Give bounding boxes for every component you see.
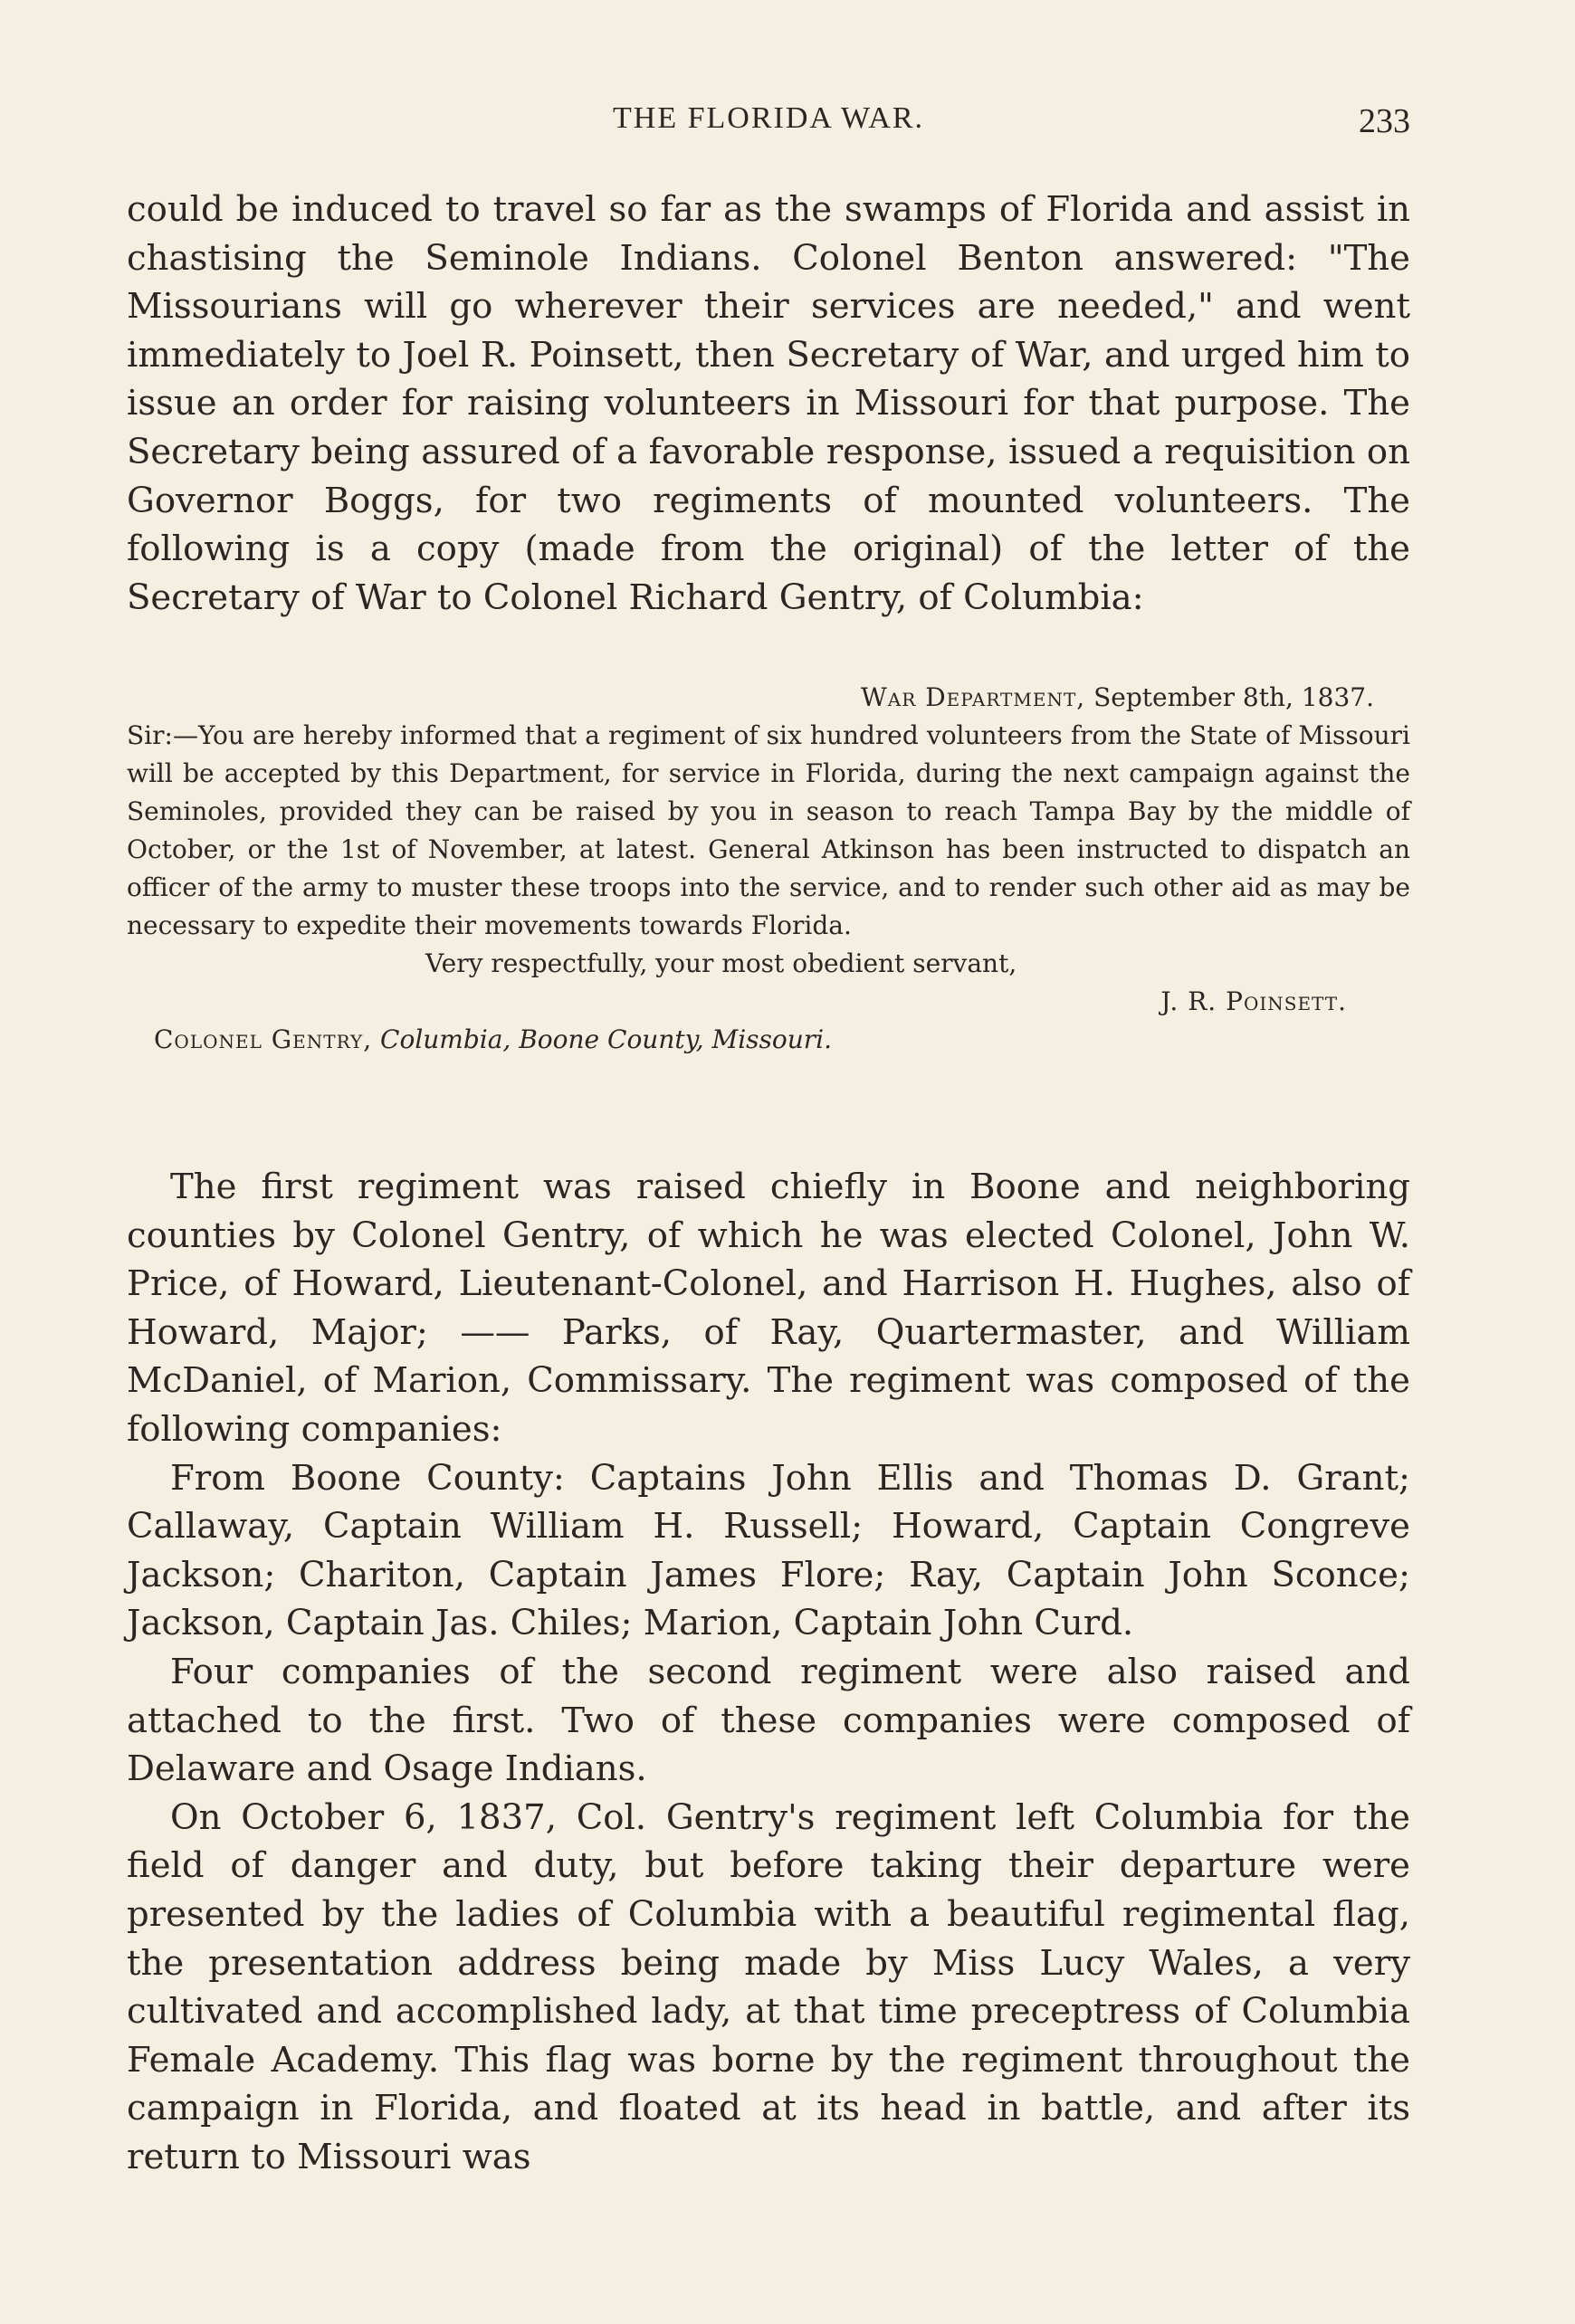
paragraph-companies: From Boone County: Captains John Ellis and Thomas D. Grant; Callaway, Captain William H. Russell; Howard, Captain Congreve Jackson; Chariton, Captain James Flore; Ray, Captain John Sconce; Jackson, Captain Jas. Chiles; Marion, Captain John Curd. bbox=[127, 1457, 1410, 1644]
quoted-letter bbox=[127, 679, 1410, 1059]
letter-closing: Very respectfully, your most obedient servant, bbox=[425, 948, 1017, 978]
letter-address bbox=[127, 1021, 1410, 1059]
letter-dateline bbox=[127, 679, 1410, 717]
page-header bbox=[127, 101, 1410, 147]
paragraph-second-regiment: Four companies of the second regiment were also raised and attached to the first. Two of these companies were composed of Delaware and Osage Indians. bbox=[127, 1651, 1410, 1790]
letter-address-place: Columbia, Boone County, Missouri. bbox=[372, 1024, 833, 1054]
letter-date: September 8th, 1837. bbox=[1085, 682, 1374, 712]
letter-body: Sir:—You are hereby informed that a regiment of six hundred volunteers from the State of Missouri will be accepted by this Department, for service in Florida, during the next campaign against the Seminoles, provided they can be raised by you in season to reach Tampa Bay by the middle of October, or the 1st of November, at latest. General Atkinson has been instructed to dispatch an officer of the army to muster these troops into the service, and to render such other aid as may be necessary to expedite their movements towards Florida. bbox=[127, 720, 1410, 940]
letter-department: War Department, bbox=[861, 682, 1086, 712]
letter-address-name: Colonel Gentry, bbox=[154, 1024, 373, 1054]
paragraph-regiment: The first regiment was raised chiefly in Boone and neighboring counties by Colonel Gentry, of which he was elected Colonel, John W. Price, of Howard, Lieutenant-Colonel, and Harrison H. Hughes, also of Howard, Major; —— Parks, of Ray, Quartermaster, and William McDaniel, of Marion, Commissary. The regiment was composed of the following companies: bbox=[127, 1167, 1410, 1450]
page-number: 233 bbox=[1359, 102, 1410, 140]
letter-signature: J. R. Poinsett. bbox=[1160, 986, 1347, 1016]
running-title: THE FLORIDA WAR. bbox=[613, 101, 924, 135]
paragraph-departure: On October 6, 1837, Col. Gentry's regiment left Columbia for the field of danger and duty, but before taking their departure were presented by the ladies of Columbia with a beautiful regimental flag, the presentation address being made by Miss Lucy Wales, a very cultivated and accomplished lady, at that time preceptress of Columbia Female Academy. This flag was borne by the regiment throughout the campaign in Florida, and floated at its head in battle, and after its return to Missouri was bbox=[127, 1796, 1410, 2177]
intro-section bbox=[127, 186, 1410, 622]
intro-paragraph: could be induced to travel so far as the swamps of Florida and assist in chastising the Seminole Indians. Colonel Benton answered: "The Missourians will go wherever their services are needed," and went immediately to Joel R. Poinsett, then Secretary of War, and urged him to issue an order for raising volunteers in Missouri for that purpose. The Secretary being assured of a favorable response, issued a requisition on Governor Boggs, for two regiments of mounted volunteers. The following is a copy (made from the original) of the letter of the Secretary of War to Colonel Richard Gentry, of Columbia: bbox=[127, 189, 1410, 618]
main-text bbox=[127, 1163, 1410, 2181]
